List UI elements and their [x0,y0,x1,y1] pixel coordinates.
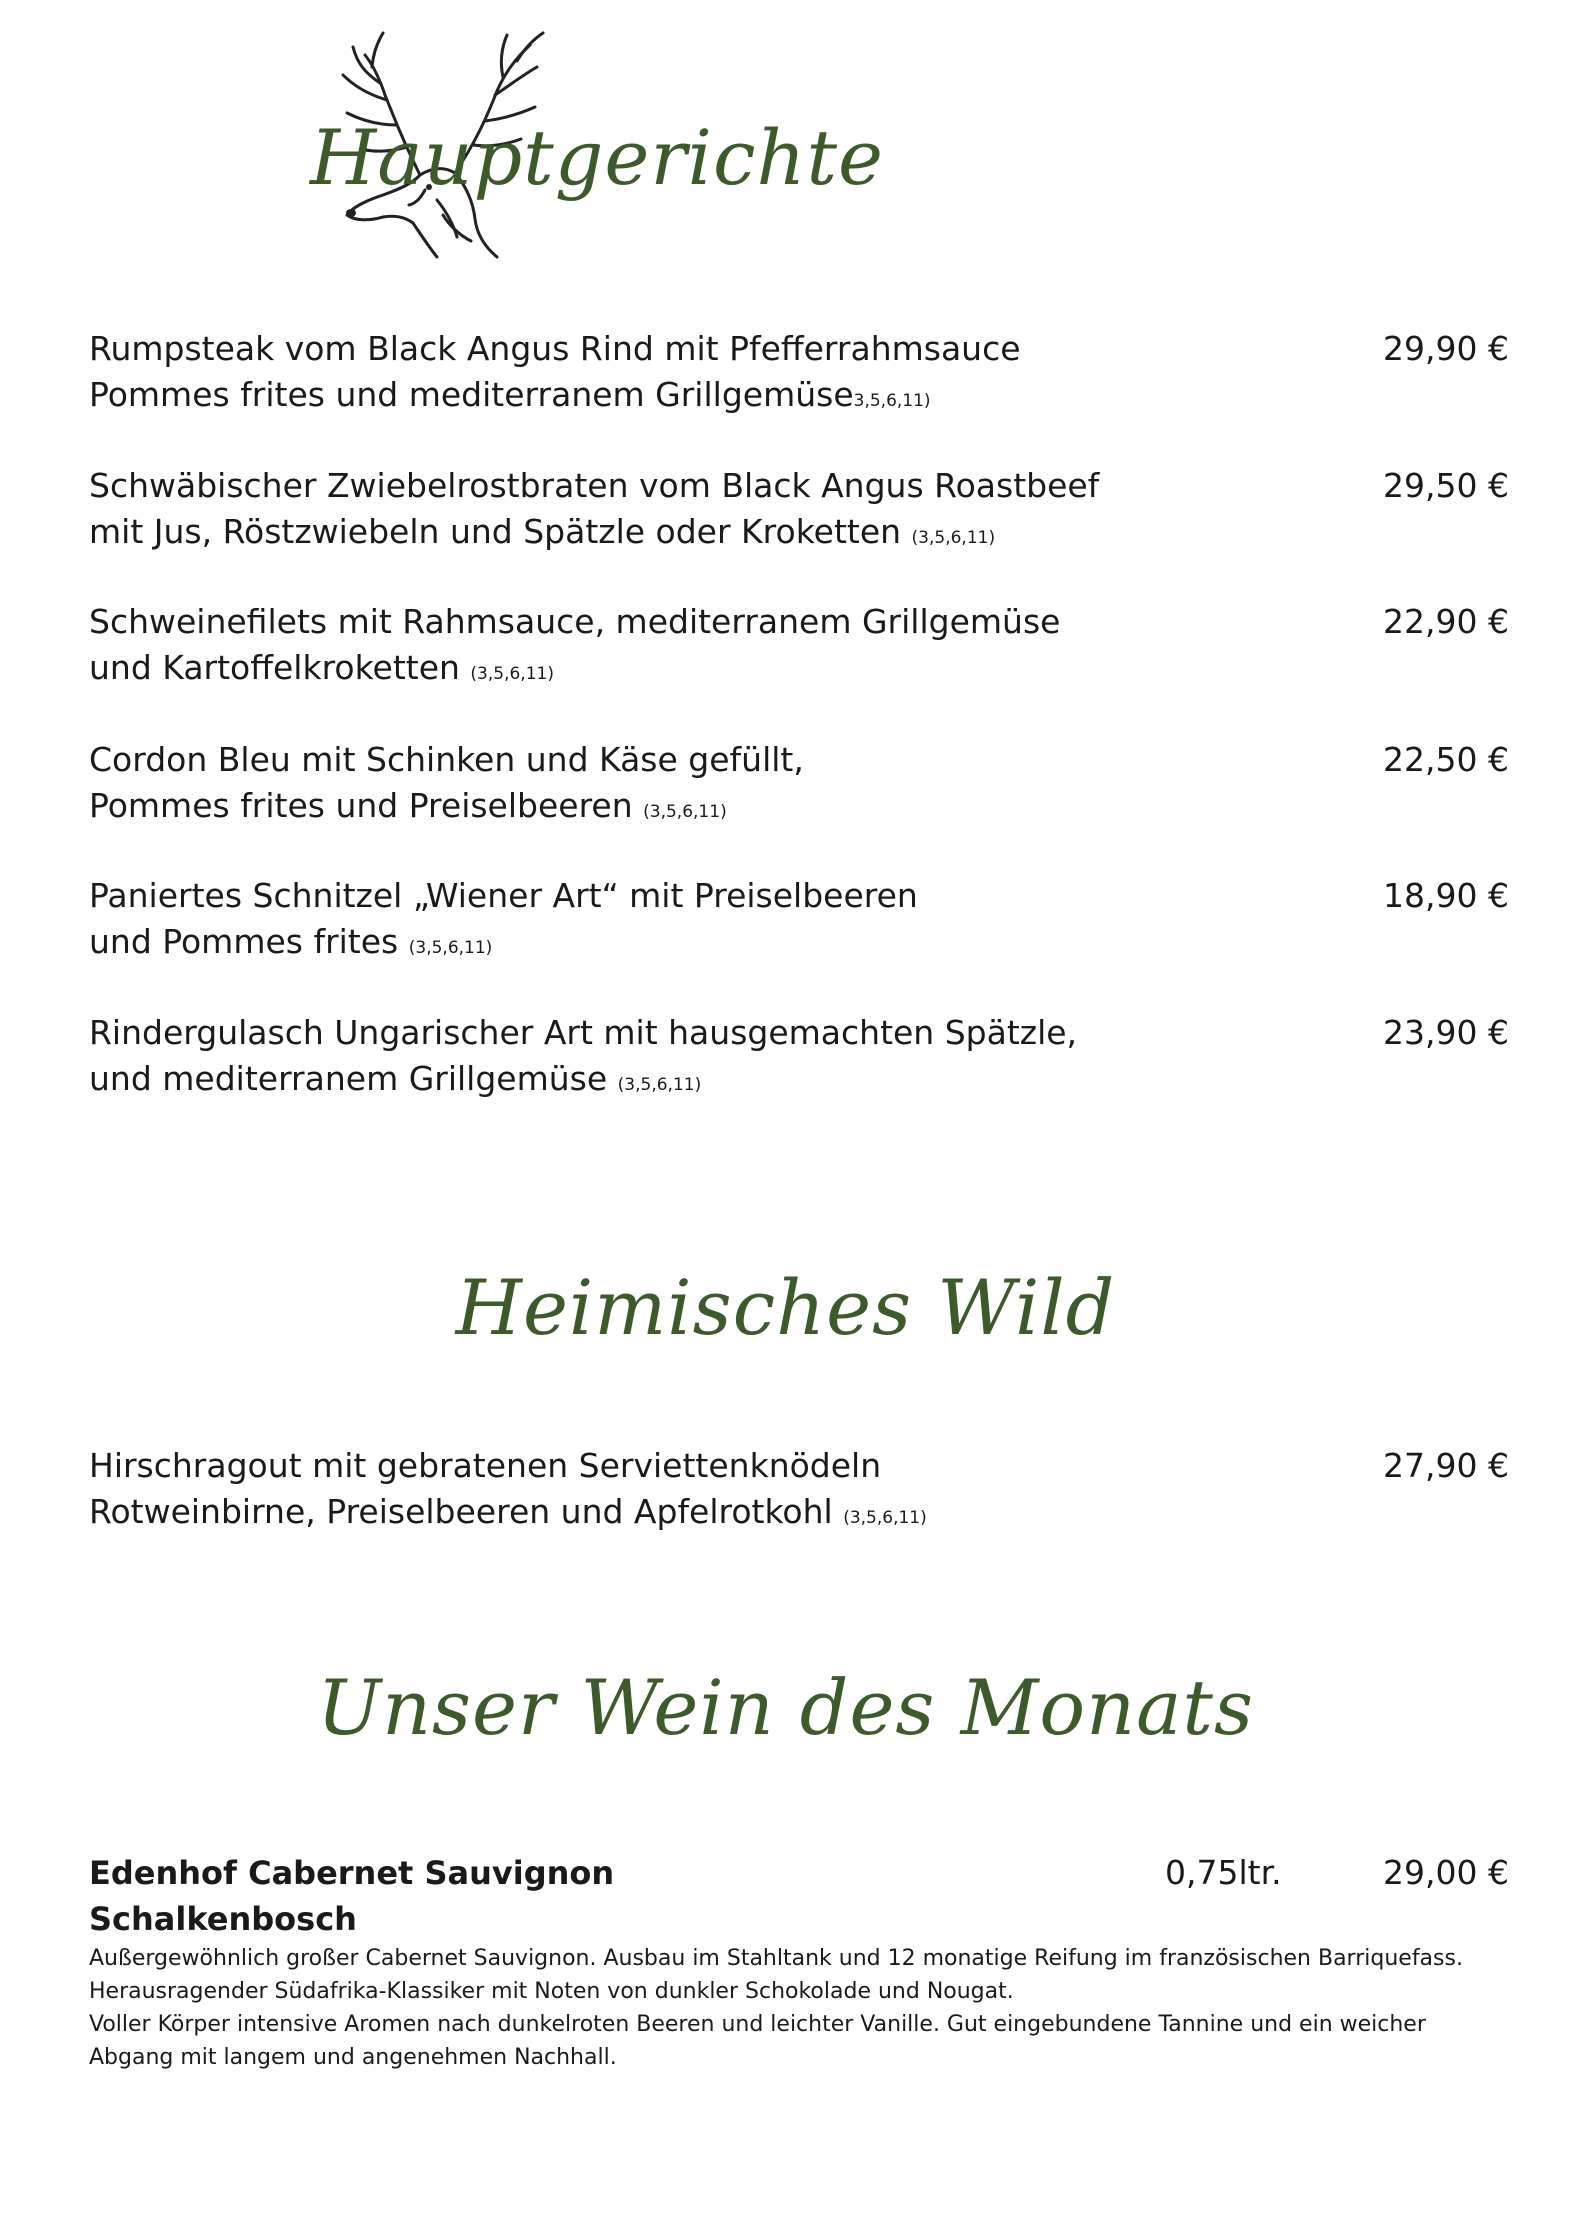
dish-item [89,463,1509,561]
dish-sides: Rotweinbirne, Preiselbeeren und Apfelrotkohl (3,5,6,11) [89,1492,927,1531]
section-title-wein-des-monats: Unser Wein des Monats [317,1663,1254,1752]
dish-price: 27,90 € [1383,1446,1509,1485]
wine-name-line2: Schalkenbosch [89,1900,357,1938]
dish-price: 29,90 € [1383,329,1509,368]
allergen-codes: (3,5,6,11) [643,802,727,822]
dish-name: Paniertes Schnitzel „Wiener Art“ mit Preiselbeeren [89,876,918,915]
dish-item [89,737,1509,835]
dish-name: Schwäbischer Zwiebelrostbraten vom Black Angus Roastbeef [89,466,1100,505]
allergen-codes: (3,5,6,11) [843,1508,927,1528]
dish-name: Rumpsteak vom Black Angus Rind mit Pfefferrahmsauce [89,329,1021,368]
allergen-codes: (3,5,6,11) [617,1075,702,1095]
wine-description-line: Herausragender Südafrika-Klassiker mit Noten von dunkler Schokolade und Nougat. [89,1979,1014,2004]
dish-price: 29,50 € [1383,466,1509,505]
dish-sides: Pommes frites und Preiselbeeren (3,5,6,11) [89,786,727,825]
dish-sides: Pommes frites und mediterranem Grillgemüse3,5,6,11) [89,375,931,414]
dish-name: Hirschragout mit gebratenen Serviettenknödeln [89,1446,882,1485]
allergen-codes: (3,5,6,11) [408,938,493,958]
dish-item [89,326,1509,424]
wine-description-line: Außergewöhnlich großer Cabernet Sauvignon. Ausbau im Stahltank und 12 monatige Reifung im französischen Barriquefass. [89,1946,1463,1971]
dish-name: Cordon Bleu mit Schinken und Käse gefüllt, [89,740,804,779]
dish-price: 18,90 € [1383,876,1509,915]
dish-price: 22,50 € [1383,740,1509,779]
dish-sides: und Kartoffelkroketten (3,5,6,11) [89,648,554,687]
allergen-codes: 3,5,6,11) [853,391,931,411]
dish-item [89,873,1509,971]
allergen-codes: (3,5,6,11) [470,664,554,684]
wine-description-line: Abgang mit langem und angenehmen Nachhall. [89,2045,617,2070]
dish-name: Schweinefilets mit Rahmsauce, mediterranem Grillgemüse [89,602,1061,641]
dish-item [89,1010,1509,1108]
dish-price: 22,90 € [1383,602,1509,641]
wine-description-line: Voller Körper intensive Aromen nach dunkelroten Beeren und leichter Vanille. Gut eingebundene Tannine und ein weicher [89,2012,1426,2037]
dish-sides: und mediterranem Grillgemüse (3,5,6,11) [89,1059,702,1098]
wine-description [89,1942,1519,2074]
wine-price: 29,00 € [1383,1853,1509,1892]
section-title-hauptgerichte: Hauptgerichte [310,113,885,202]
wine-name [89,1850,614,1942]
dish-item [89,1443,1509,1541]
dish-price: 23,90 € [1383,1013,1509,1052]
wine-size: 0,75ltr. [1165,1853,1282,1892]
section-title-heimisches-wild: Heimisches Wild [455,1263,1116,1352]
dish-sides: und Pommes frites (3,5,6,11) [89,922,493,961]
dish-sides: mit Jus, Röstzwiebeln und Spätzle oder Kroketten (3,5,6,11) [89,512,996,551]
allergen-codes: (3,5,6,11) [911,528,996,548]
dish-name: Rindergulasch Ungarischer Art mit hausgemachten Spätzle, [89,1013,1078,1052]
dish-item [89,599,1509,697]
wine-name-line1: Edenhof Cabernet Sauvignon [89,1854,615,1892]
